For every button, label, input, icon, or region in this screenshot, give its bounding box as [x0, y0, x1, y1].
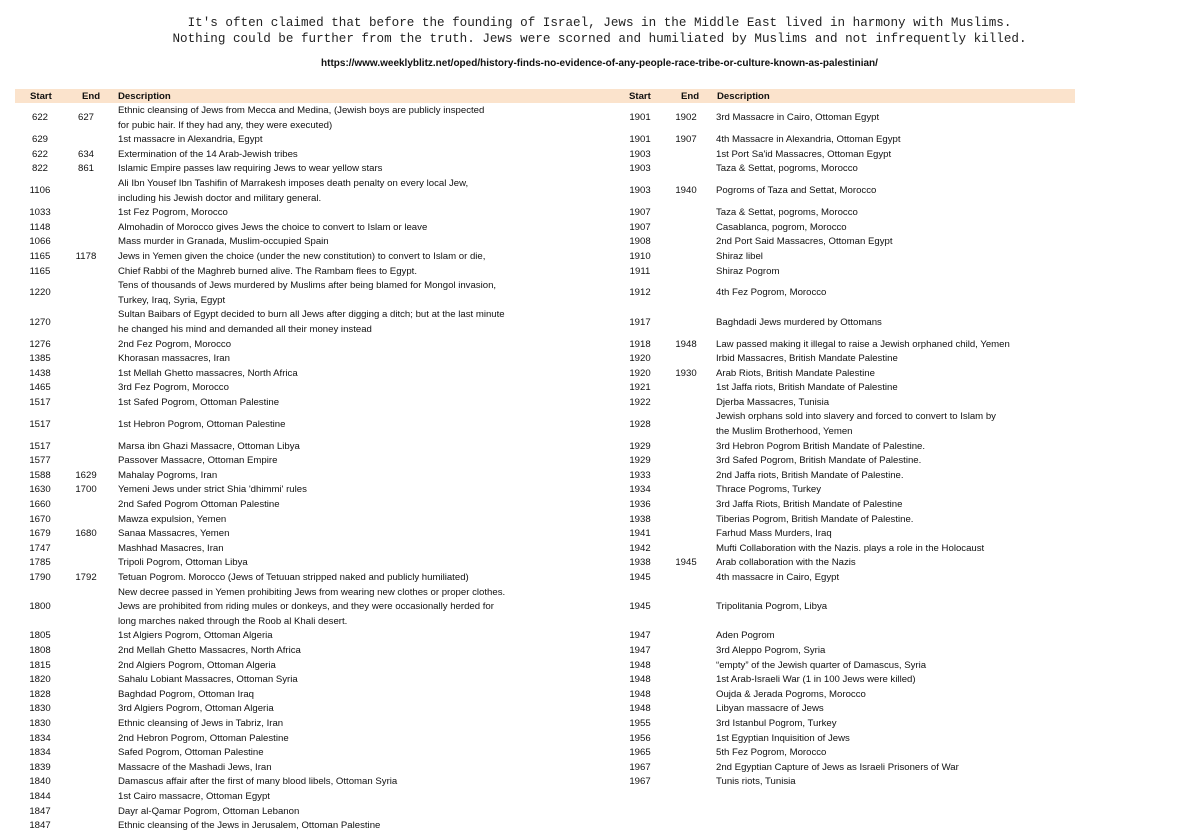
- table-row: [14, 629, 538, 644]
- cell-description: 2nd Hebron Pogrom, Ottoman Palestine: [118, 732, 289, 744]
- table-row: [14, 410, 538, 439]
- table-row: [614, 162, 1046, 177]
- cell-start: 1165: [29, 250, 51, 262]
- cell-start: 1945: [629, 601, 651, 613]
- cell-description: 2nd Jaffa riots, British Mandate of Palestine.: [716, 469, 904, 481]
- cell-description: Extermination of the 14 Arab-Jewish tribes: [118, 148, 298, 160]
- table-row: [614, 206, 1046, 221]
- cell-description: 4th Massacre in Alexandria, Ottoman Egypt: [716, 134, 901, 146]
- cell-start: 622: [31, 148, 48, 160]
- cell-start: 1948: [629, 688, 651, 700]
- table-row: [614, 498, 1046, 513]
- cell-description: 2nd Algiers Pogrom, Ottoman Algeria: [118, 659, 276, 671]
- cell-description: Thrace Pogroms, Turkey: [716, 484, 822, 496]
- cell-start: 1967: [629, 761, 651, 773]
- cell-start: 1106: [29, 185, 51, 197]
- cell-start: 1830: [29, 703, 51, 715]
- cell-description: Aden Pogrom: [716, 630, 775, 642]
- cell-description: Tripolitania Pogrom, Libya: [716, 601, 828, 613]
- cell-start: 1908: [629, 236, 651, 248]
- cell-start: 1747: [29, 542, 51, 554]
- table-row: [14, 162, 538, 177]
- table-row: [14, 775, 538, 790]
- cell-start: 1918: [629, 338, 651, 350]
- cell-start: 1834: [29, 747, 51, 759]
- table-row: [14, 396, 538, 411]
- left-timeline-table: [14, 104, 538, 834]
- table-row: [614, 571, 1046, 586]
- cell-description: Baghdadi Jews murdered by Ottomans: [716, 316, 882, 328]
- cell-description: Taza & Settat, pogroms, Morocco: [716, 207, 858, 219]
- cell-description: Shiraz Pogrom: [716, 265, 780, 277]
- cell-end: 1930: [675, 367, 697, 379]
- cell-start: 1839: [29, 761, 51, 773]
- cell-description: 1st Cairo massacre, Ottoman Egypt: [118, 790, 270, 802]
- left-header-start: Start: [30, 91, 52, 102]
- cell-description: Almohadin of Morocco gives Jews the choice to convert to Islam or leave: [118, 221, 428, 233]
- cell-start: 1921: [629, 382, 651, 394]
- table-row: [14, 659, 538, 674]
- table-row: [614, 221, 1046, 236]
- cell-start: 1815: [29, 659, 51, 671]
- cell-start: 1945: [629, 572, 651, 583]
- right-header-end: End: [681, 91, 700, 102]
- cell-start: 1847: [29, 820, 51, 832]
- cell-description: Casablanca, pogrom, Morocco: [716, 221, 847, 233]
- table-row: [14, 250, 538, 265]
- cell-start: 1920: [629, 367, 651, 379]
- cell-start: 1790: [29, 572, 51, 583]
- cell-description: Libyan massacre of Jews: [716, 703, 824, 715]
- cell-description: Ethnic cleansing of Jews in Tabriz, Iran: [118, 717, 284, 729]
- cell-start: 1385: [29, 353, 51, 365]
- cell-description: Taza & Settat, pogroms, Morocco: [716, 163, 858, 175]
- cell-start: 1033: [29, 207, 51, 219]
- cell-description: 3rd Massacre in Cairo, Ottoman Egypt: [716, 112, 880, 124]
- source-url: https://www.weeklyblitz.net/oped/history-finds-no-evidence-of-any-people-race-tribe-or-culture-known-as-palestinian/: [321, 58, 878, 69]
- cell-description: Irbid Massacres, British Mandate Palestine: [716, 353, 898, 365]
- cell-description: Mawza expulsion, Yemen: [118, 513, 227, 525]
- table-row: [14, 498, 538, 513]
- cell-start: 1517: [29, 396, 51, 408]
- cell-start: 1903: [629, 163, 651, 175]
- table-row: [614, 352, 1046, 367]
- cell-description: Djerba Massacres, Tunisia: [716, 396, 830, 408]
- table-row: [614, 279, 1046, 308]
- cell-description: 5th Fez Pogrom, Morocco: [716, 747, 827, 759]
- cell-end: 1948: [675, 338, 697, 350]
- table-row: [14, 571, 538, 586]
- cell-start: 1805: [29, 630, 51, 642]
- cell-start: 1938: [629, 513, 651, 525]
- cell-description: 1st Safed Pogrom, Ottoman Palestine: [118, 396, 280, 408]
- cell-end: 1792: [75, 572, 97, 583]
- cell-start: 1948: [629, 703, 651, 715]
- table-row: [614, 469, 1046, 484]
- table-row: [14, 235, 538, 250]
- table-row: [614, 235, 1046, 250]
- cell-description: Ali Ibn Yousef Ibn Tashifin of Marrakesh imposes death penalty on every local Jew, including his Jewish doctor and military general.: [118, 177, 469, 204]
- cell-start: 1901: [629, 112, 651, 124]
- cell-start: 1911: [629, 265, 651, 277]
- cell-start: 1517: [29, 418, 51, 430]
- table-row: [614, 673, 1046, 688]
- cell-description: Arab collaboration with the Nazis: [716, 557, 856, 569]
- cell-description: 3rd Safed Pogrom, British Mandate of Palestine.: [716, 455, 922, 467]
- table-row: [14, 177, 538, 206]
- table-row: [14, 104, 538, 133]
- table-row: [14, 644, 538, 659]
- table-row: [614, 644, 1046, 659]
- cell-start: 1936: [629, 499, 651, 511]
- cell-start: 1903: [629, 148, 651, 160]
- cell-description: 1st massacre in Alexandria, Egypt: [118, 134, 263, 146]
- cell-start: 1955: [629, 717, 651, 729]
- cell-description: Mashhad Masacres, Iran: [118, 542, 224, 554]
- cell-description: Jewish orphans sold into slavery and forced to convert to Islam by the Muslim Brotherhood, Yemen: [716, 411, 996, 438]
- table-row: [614, 542, 1046, 557]
- cell-end: 1629: [75, 469, 97, 481]
- table-row: [614, 513, 1046, 528]
- table-row: [14, 469, 538, 484]
- cell-description: 1st Port Sa'id Massacres, Ottoman Egypt: [716, 148, 892, 160]
- table-row: [14, 352, 538, 367]
- cell-start: 1933: [629, 469, 651, 481]
- table-row: [614, 556, 1046, 571]
- table-row: [614, 688, 1046, 703]
- table-row: [14, 732, 538, 747]
- cell-start: 1948: [629, 674, 651, 686]
- cell-end: 1945: [675, 557, 697, 569]
- table-row: [14, 556, 538, 571]
- table-row: [614, 629, 1046, 644]
- cell-start: 1903: [629, 185, 651, 197]
- cell-description: 3rd Jaffa Riots, British Mandate of Palestine: [716, 499, 903, 511]
- cell-start: 1929: [629, 440, 651, 452]
- cell-end: 1907: [675, 134, 697, 146]
- cell-start: 1630: [29, 484, 51, 496]
- cell-start: 1938: [629, 557, 651, 569]
- table-row: [14, 265, 538, 280]
- cell-start: 1670: [29, 513, 51, 525]
- cell-description: Tens of thousands of Jews murdered by Muslims after being blamed for Mongol invasion, Turkey, Iraq, Syria, Egypt: [118, 280, 497, 306]
- cell-start: 1947: [629, 644, 651, 656]
- cell-description: Ethnic cleansing of Jews from Mecca and Medina, (Jewish boys are publicly inspected for pubic hair. If they had any, they were executed): [118, 105, 485, 131]
- cell-start: 1934: [629, 484, 651, 496]
- cell-start: 1679: [29, 528, 51, 540]
- cell-end: 634: [77, 148, 94, 160]
- cell-end: 1940: [675, 185, 697, 197]
- table-row: [614, 440, 1046, 455]
- table-row: [14, 542, 538, 557]
- table-row: [14, 746, 538, 761]
- cell-description: Khorasan massacres, Iran: [118, 353, 230, 365]
- cell-start: 1922: [629, 396, 651, 408]
- table-row: [614, 148, 1046, 163]
- cell-start: 1920: [629, 353, 651, 365]
- table-row: [14, 381, 538, 396]
- cell-description: Tunis riots, Tunisia: [716, 776, 796, 788]
- cell-start: 1465: [29, 382, 51, 394]
- cell-description: Arab Riots, British Mandate Palestine: [716, 367, 875, 379]
- cell-start: 1847: [29, 805, 51, 817]
- cell-start: 1165: [29, 265, 51, 277]
- cell-start: 1910: [629, 250, 651, 262]
- cell-start: 1517: [29, 440, 51, 452]
- cell-end: 1178: [75, 250, 97, 262]
- table-row: [614, 381, 1046, 396]
- cell-description: Farhud Mass Murders, Iraq: [716, 528, 832, 540]
- cell-description: Sultan Baibars of Egypt decided to burn all Jews after digging a ditch; but at the last minute he changed his mind and demanded all their money instead: [118, 309, 505, 335]
- cell-start: 1948: [629, 659, 651, 671]
- cell-description: 2nd Safed Pogrom Ottoman Palestine: [118, 499, 280, 511]
- cell-start: 1785: [29, 557, 51, 569]
- cell-description: Safed Pogrom, Ottoman Palestine: [118, 747, 264, 759]
- cell-end: 627: [77, 112, 94, 124]
- cell-start: 1917: [629, 316, 651, 328]
- cell-description: Pogroms of Taza and Settat, Morocco: [716, 185, 877, 197]
- cell-start: 1928: [629, 418, 651, 430]
- table-row: [14, 513, 538, 528]
- table-header-bar: [15, 89, 1075, 103]
- table-row: [14, 717, 538, 732]
- table-row: [14, 761, 538, 776]
- cell-start: 1834: [29, 732, 51, 744]
- cell-description: Sanaa Massacres, Yemen: [118, 528, 230, 540]
- table-row: [614, 659, 1046, 674]
- cell-description: Tiberias Pogrom, British Mandate of Palestine.: [716, 513, 914, 525]
- cell-description: 3rd Fez Pogrom, Morocco: [118, 382, 229, 394]
- table-row: [614, 133, 1046, 148]
- cell-start: 1942: [629, 542, 651, 554]
- table-row: [614, 250, 1046, 265]
- table-row: [614, 732, 1046, 747]
- cell-start: 1808: [29, 644, 51, 656]
- cell-start: 822: [31, 163, 48, 175]
- cell-start: 1830: [29, 717, 51, 729]
- cell-start: 1066: [29, 236, 51, 248]
- cell-description: Oujda & Jerada Pogroms, Morocco: [716, 688, 866, 700]
- right-header-description: Description: [717, 91, 770, 102]
- cell-start: 1828: [29, 688, 51, 700]
- table-row: [14, 805, 538, 820]
- cell-start: 1220: [29, 287, 51, 299]
- table-row: [14, 702, 538, 717]
- cell-description: Jews in Yemen given the choice (under the new constitution) to convert to Islam or die,: [118, 250, 486, 262]
- cell-description: 4th Fez Pogrom, Morocco: [716, 287, 827, 299]
- table-row: [614, 746, 1046, 761]
- cell-description: Tripoli Pogrom, Ottoman Libya: [118, 557, 248, 569]
- table-row: [14, 673, 538, 688]
- cell-end: 1902: [675, 112, 697, 124]
- cell-start: 1148: [29, 221, 51, 233]
- cell-description: 1st Algiers Pogrom, Ottoman Algeria: [118, 630, 273, 642]
- table-row: [14, 367, 538, 382]
- cell-description: 3rd Algiers Pogrom, Ottoman Algeria: [118, 703, 274, 715]
- cell-end: 1700: [75, 484, 97, 496]
- cell-description: New decree passed in Yemen prohibiting Jews from wearing new clothes or proper clothes. Jews are prohibited from riding mules or donkeys, and they were occasionally herded for long marches naked through the Roob al Khali desert.: [118, 586, 506, 627]
- right-header-start: Start: [629, 91, 651, 102]
- cell-start: 1276: [29, 338, 51, 350]
- cell-end: 861: [77, 163, 94, 175]
- cell-start: 1907: [629, 221, 651, 233]
- table-row: [14, 440, 538, 455]
- table-row: [614, 775, 1046, 790]
- right-timeline-table: [614, 104, 1046, 790]
- intro-line-2: Nothing could be further from the truth. Jews were scorned and humiliated by Muslims and not infrequently killed.: [172, 32, 1027, 46]
- table-row: [614, 308, 1046, 337]
- cell-description: 3rd Hebron Pogrom British Mandate of Palestine.: [716, 440, 926, 452]
- cell-description: 1st Hebron Pogrom, Ottoman Palestine: [118, 418, 286, 430]
- cell-start: 1844: [29, 790, 51, 802]
- table-row: [14, 338, 538, 353]
- table-row: [614, 483, 1046, 498]
- cell-start: 1912: [629, 287, 651, 299]
- cell-description: 3rd Istanbul Pogrom, Turkey: [716, 717, 837, 729]
- table-row: [614, 717, 1046, 732]
- cell-description: Ethnic cleansing of the Jews in Jerusalem, Ottoman Palestine: [118, 820, 381, 832]
- left-header-description: Description: [118, 91, 171, 102]
- cell-description: Tetuan Pogrom. Morocco (Jews of Tetuuan stripped naked and publicly humiliated): [118, 572, 469, 583]
- table-row: [14, 483, 538, 498]
- cell-description: “empty” of the Jewish quarter of Damascus, Syria: [716, 659, 927, 671]
- table-row: [614, 396, 1046, 411]
- cell-start: 629: [31, 134, 48, 146]
- cell-description: Chief Rabbi of the Maghreb burned alive. The Rambam flees to Egypt.: [118, 265, 417, 277]
- cell-description: 1st Egyptian Inquisition of Jews: [716, 732, 850, 744]
- cell-description: 1st Mellah Ghetto massacres, North Africa: [118, 367, 298, 379]
- cell-description: 1st Arab-Israeli War (1 in 100 Jews were killed): [716, 674, 916, 686]
- intro-line-1: It's often claimed that before the founding of Israel, Jews in the Middle East lived in harmony with Muslims.: [187, 16, 1012, 30]
- cell-description: 1st Fez Pogrom, Morocco: [118, 207, 228, 219]
- cell-description: Sahalu Lobiant Massacres, Ottoman Syria: [118, 674, 298, 686]
- cell-description: 2nd Egyptian Capture of Jews as Israeli Prisoners of War: [716, 761, 959, 773]
- table-row: [614, 454, 1046, 469]
- cell-start: 1588: [29, 469, 51, 481]
- cell-start: 1660: [29, 499, 51, 511]
- cell-start: 1947: [629, 630, 651, 642]
- table-row: [14, 790, 538, 805]
- table-row: [14, 148, 538, 163]
- cell-description: Dayr al-Qamar Pogrom, Ottoman Lebanon: [118, 805, 300, 817]
- cell-start: 1901: [629, 134, 651, 146]
- cell-description: Damascus affair after the first of many blood libels, Ottoman Syria: [118, 776, 398, 788]
- cell-start: 622: [31, 112, 48, 124]
- table-row: [614, 265, 1046, 280]
- cell-start: 1956: [629, 732, 651, 744]
- table-row: [14, 454, 538, 469]
- cell-end: 1680: [75, 528, 97, 540]
- table-row: [614, 338, 1046, 353]
- cell-description: Mufti Collaboration with the Nazis. plays a role in the Holocaust: [716, 542, 985, 554]
- cell-description: Massacre of the Mashadi Jews, Iran: [118, 761, 272, 773]
- cell-description: Shiraz libel: [716, 250, 763, 262]
- cell-description: Marsa ibn Ghazi Massacre, Ottoman Libya: [118, 440, 300, 452]
- table-row: [14, 586, 538, 630]
- cell-description: 2nd Port Said Massacres, Ottoman Egypt: [716, 236, 893, 248]
- cell-start: 1577: [29, 455, 51, 467]
- cell-description: 4th massacre in Cairo, Egypt: [716, 572, 840, 583]
- table-row: [14, 133, 538, 148]
- left-header-end: End: [82, 91, 101, 102]
- table-row: [14, 527, 538, 542]
- table-row: [14, 688, 538, 703]
- cell-start: 1965: [629, 747, 651, 759]
- cell-description: Islamic Empire passes law requiring Jews to wear yellow stars: [118, 163, 383, 175]
- cell-start: 1820: [29, 674, 51, 686]
- table-row: [614, 527, 1046, 542]
- cell-description: Law passed making it illegal to raise a Jewish orphaned child, Yemen: [716, 338, 1010, 350]
- cell-start: 1270: [29, 316, 51, 328]
- table-row: [14, 308, 538, 337]
- table-row: [14, 279, 538, 308]
- table-row: [614, 586, 1046, 630]
- cell-start: 1929: [629, 455, 651, 467]
- cell-description: Baghdad Pogrom, Ottoman Iraq: [118, 688, 254, 700]
- cell-start: 1941: [629, 528, 651, 540]
- table-row: [614, 761, 1046, 776]
- table-row: [614, 104, 1046, 133]
- cell-description: 3rd Aleppo Pogrom, Syria: [716, 644, 826, 656]
- table-row: [14, 819, 538, 834]
- cell-start: 1907: [629, 207, 651, 219]
- cell-start: 1840: [29, 776, 51, 788]
- cell-start: 1800: [29, 601, 51, 613]
- cell-description: 2nd Mellah Ghetto Massacres, North Africa: [118, 644, 301, 656]
- cell-start: 1438: [29, 367, 51, 379]
- cell-description: Yemeni Jews under strict Shia 'dhimmi' rules: [118, 484, 307, 496]
- cell-description: Mass murder in Granada, Muslim-occupied Spain: [118, 236, 329, 248]
- table-row: [614, 702, 1046, 717]
- table-row: [614, 410, 1046, 439]
- cell-start: 1967: [629, 776, 651, 788]
- cell-description: 2nd Fez Pogrom, Morocco: [118, 338, 232, 350]
- intro-text: [0, 15, 1199, 47]
- table-row: [14, 221, 538, 236]
- table-row: [614, 367, 1046, 382]
- table-row: [614, 177, 1046, 206]
- cell-description: Passover Massacre, Ottoman Empire: [118, 455, 278, 467]
- cell-description: 1st Jaffa riots, British Mandate of Palestine: [716, 382, 898, 394]
- cell-description: Mahalay Pogroms, Iran: [118, 469, 218, 481]
- table-row: [14, 206, 538, 221]
